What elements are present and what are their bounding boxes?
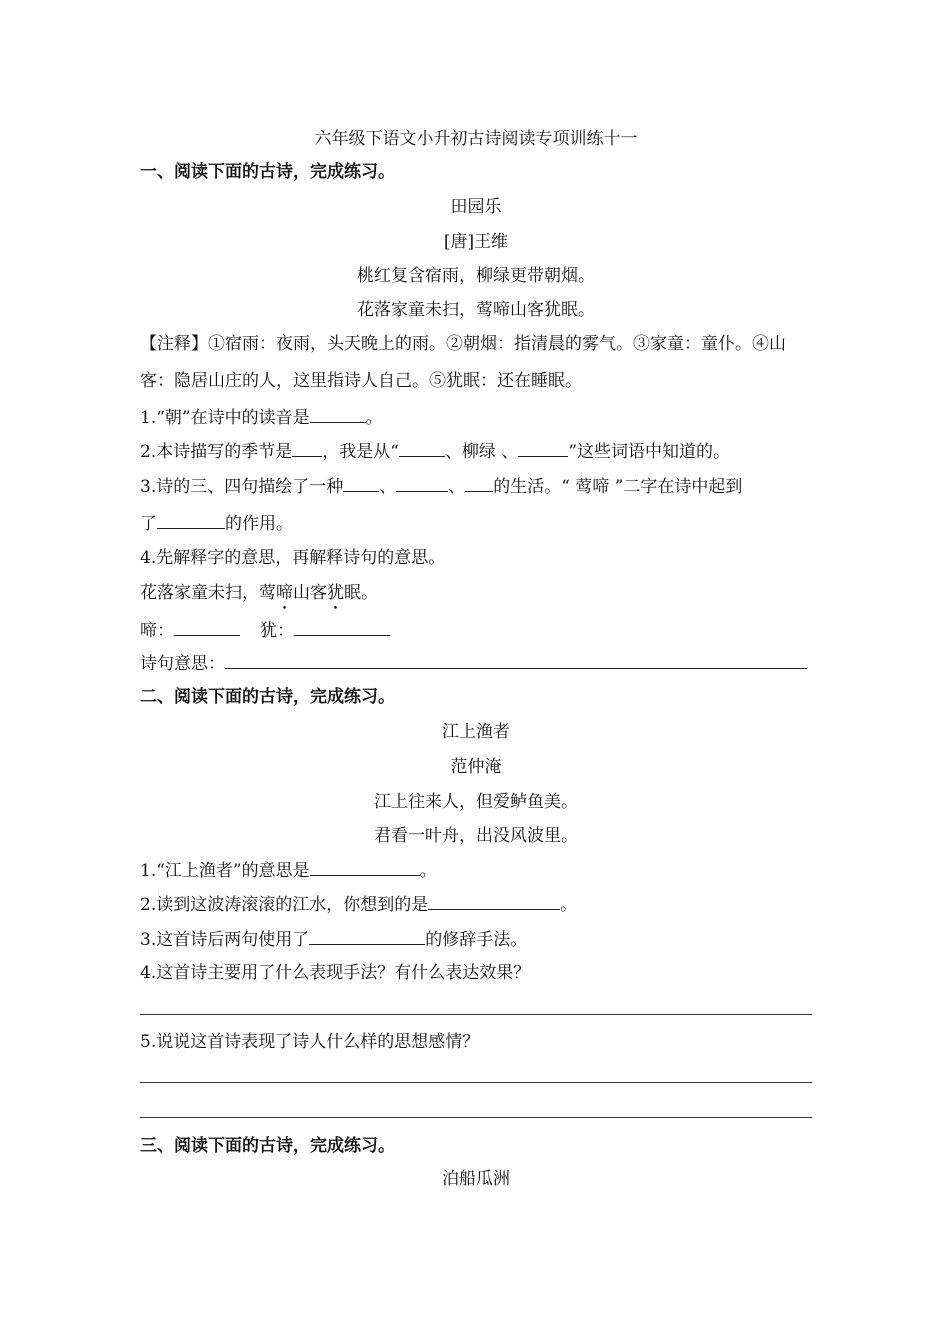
label-meaning: 诗句意思： (140, 654, 225, 674)
question-text: 。 (365, 408, 383, 428)
question-text: 。 (560, 895, 578, 915)
section2-poem-line1: 江上往来人，但爱鲈鱼美。 (374, 792, 578, 812)
section1-heading: 一、阅读下面的古诗，完成练习。 (140, 162, 395, 182)
answer-blank[interactable] (310, 859, 420, 876)
section1-poem-line2: 花落家童未扫，莺啼山客犹眠。 (357, 300, 595, 320)
answer-line[interactable] (140, 1117, 812, 1118)
answer-blank[interactable] (465, 475, 493, 492)
section1-question4-poem-line (140, 582, 812, 604)
poem-text: 山客 (293, 583, 327, 603)
label-you: 犹： (260, 621, 294, 641)
answer-blank[interactable] (396, 475, 448, 492)
section2-question1 (140, 859, 812, 882)
section1-word-answers (140, 619, 812, 642)
question-text: 2.本诗描写的季节是 (140, 442, 293, 462)
answer-blank[interactable] (343, 475, 379, 492)
answer-blank[interactable] (309, 928, 425, 945)
separator: 、 (448, 477, 466, 497)
question-text: 的修辞手法。 (425, 930, 528, 950)
section2-question2 (140, 893, 812, 916)
section1-author: [唐]王维 (443, 232, 509, 252)
question-text: 1.“江上渔者”的意思是 (140, 861, 310, 881)
section1-question3 (140, 475, 812, 498)
question-text: 的作用。 (225, 514, 293, 534)
label-ti: 啼： (140, 621, 174, 641)
answer-blank[interactable] (399, 440, 445, 457)
question-text: 了 (140, 514, 157, 534)
answer-blank-ti[interactable] (174, 619, 240, 636)
answer-blank-meaning[interactable] (225, 652, 807, 669)
emphasized-char: 犹 (327, 583, 344, 603)
section2-question5: 5.说说这首诗表现了诗人什么样的思想感情？ (140, 1032, 480, 1052)
section1-notes-line2: 客：隐居山庄的人，这里指诗人自己。⑤犹眠：还在睡眠。 (140, 371, 582, 391)
section2-poem-title: 江上渔者 (442, 722, 510, 742)
poem-text: 眠。 (344, 583, 378, 603)
section2-poem-line2: 君看一叶舟，出没风波里。 (374, 826, 578, 846)
emphasized-char: 啼 (276, 583, 293, 603)
question-text: 2.读到这波涛滚滚的江水，你想到的是 (140, 895, 429, 915)
section2-question3 (140, 928, 812, 951)
answer-blank[interactable] (428, 893, 560, 910)
section3-heading: 三、阅读下面的古诗，完成练习。 (140, 1136, 395, 1156)
answer-blank[interactable] (157, 512, 225, 529)
answer-blank-you[interactable] (294, 619, 390, 636)
answer-blank[interactable] (310, 406, 366, 423)
page-title: 六年级下语文小升初古诗阅读专项训练十一 (314, 129, 638, 149)
section1-question3-cont (140, 512, 812, 535)
section1-question4: 4.先解释字的意思，再解释诗句的意思。 (140, 548, 446, 568)
section2-question4: 4.这首诗主要用了什么表现手法？有什么表达效果？ (140, 963, 531, 983)
section1-notes-line1: 【注释】①宿雨：夜雨，头天晚上的雨。②朝烟：指清晨的雾气。③家童：童仆。④山 (140, 334, 786, 354)
section1-question1 (140, 406, 812, 429)
section1-meaning-answer (140, 652, 812, 675)
answer-blank[interactable] (292, 440, 322, 457)
section2-heading: 二、阅读下面的古诗，完成练习。 (140, 687, 395, 707)
question-text: ，我是从“ (322, 442, 399, 462)
question-text: 的生活。“ 莺啼 ”二字在诗中起到 (493, 477, 743, 497)
answer-line[interactable] (140, 1014, 812, 1015)
section3-poem-title: 泊船瓜洲 (442, 1169, 510, 1189)
question-text: 1.“朝”在诗中的读音是 (140, 408, 310, 428)
question-text: 。 (419, 861, 437, 881)
separator: 、 (379, 477, 397, 497)
poem-text: 花落家童未扫，莺 (140, 583, 276, 603)
question-text: ”这些词语中知道的。 (568, 442, 731, 462)
question-text: 、柳绿 、 (444, 442, 519, 462)
section1-poem-line1: 桃红复含宿雨，柳绿更带朝烟。 (357, 266, 595, 286)
section1-question2 (140, 440, 812, 463)
answer-blank[interactable] (518, 440, 568, 457)
section2-author: 范仲淹 (450, 757, 502, 777)
answer-line[interactable] (140, 1082, 812, 1083)
section1-poem-title: 田园乐 (450, 197, 502, 217)
question-text: 3.诗的三、四句描绘了一种 (140, 477, 344, 497)
question-text: 3.这首诗后两句使用了 (140, 930, 310, 950)
